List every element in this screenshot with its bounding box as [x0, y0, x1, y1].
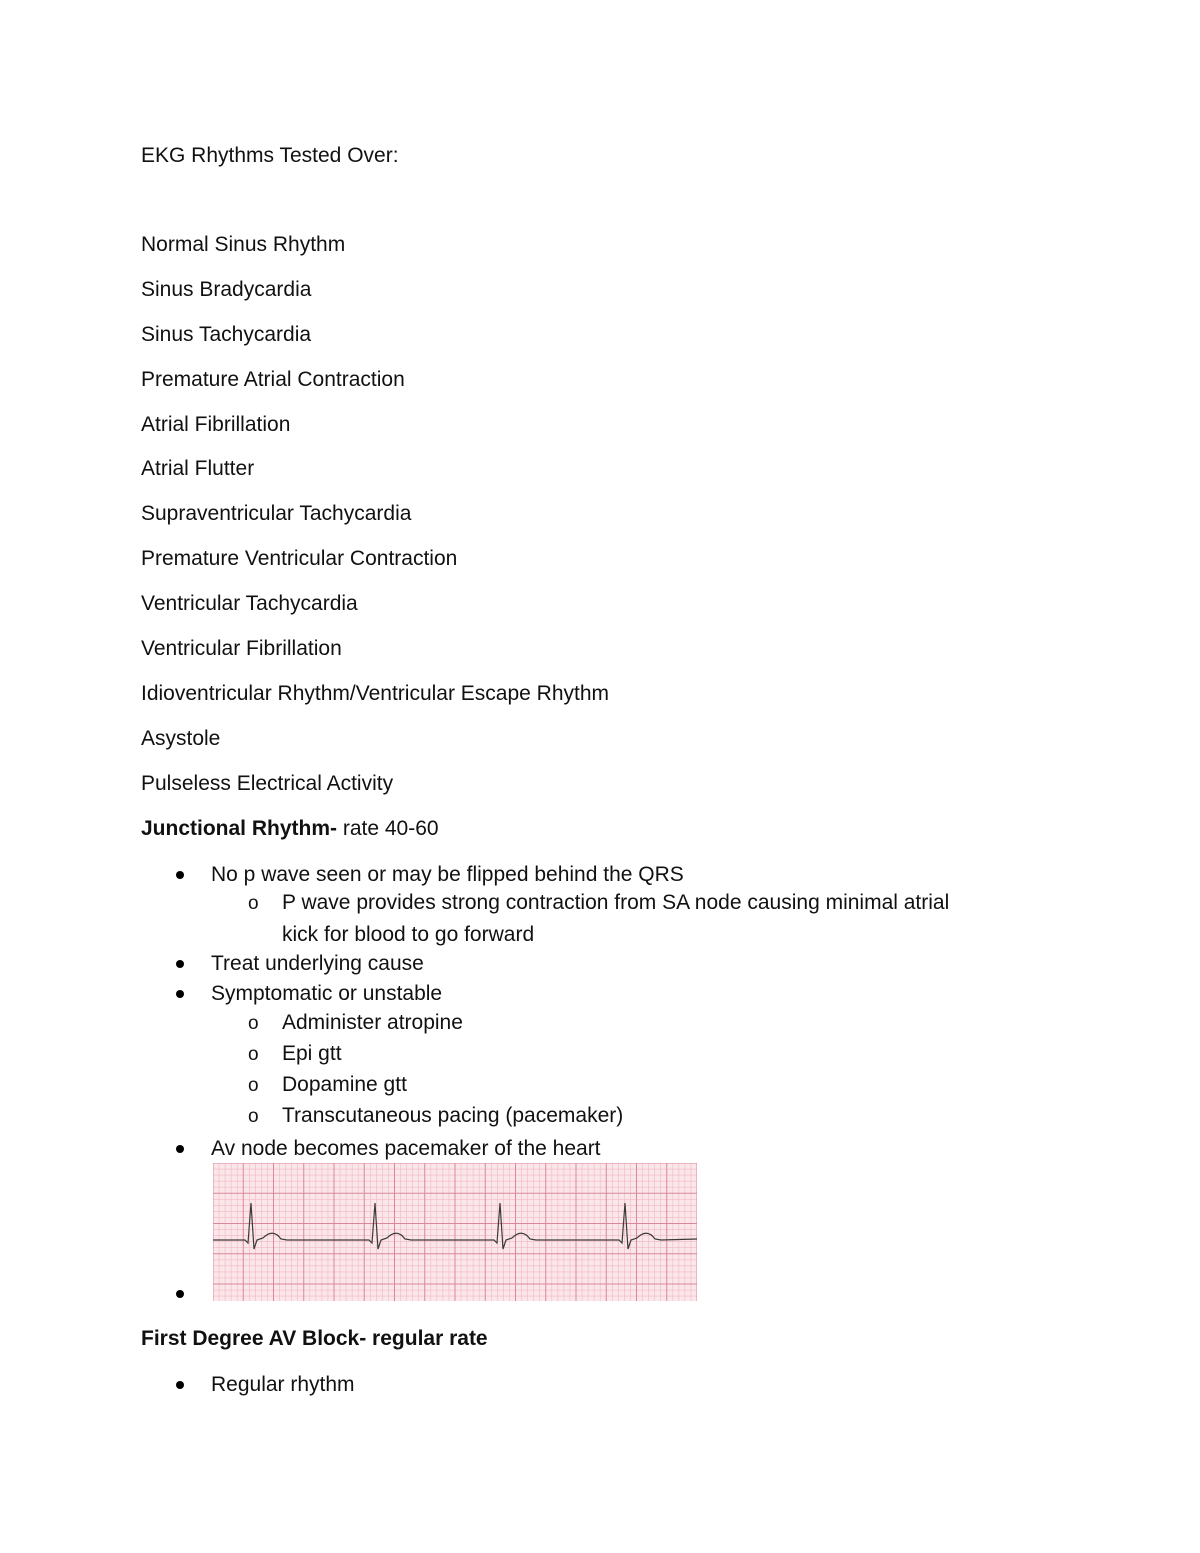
- rhythm-item: Sinus Bradycardia: [141, 278, 312, 301]
- junctional-sub-bullet-3b: Epi gtt: [282, 1042, 342, 1065]
- sub-bullet-icon: o: [248, 1013, 259, 1034]
- sub-bullet-icon: o: [248, 1106, 259, 1127]
- bullet-dot-icon: [176, 1290, 184, 1298]
- rhythm-item: Ventricular Tachycardia: [141, 592, 358, 615]
- rhythm-item: Asystole: [141, 727, 221, 750]
- bullet-dot-icon: [176, 1381, 184, 1389]
- rhythm-item: Atrial Flutter: [141, 457, 255, 480]
- bullet-dot-icon: [176, 871, 184, 879]
- bullet-dot-icon: [176, 990, 184, 998]
- rhythm-item: Supraventricular Tachycardia: [141, 502, 412, 525]
- document-heading: EKG Rhythms Tested Over:: [141, 144, 399, 167]
- junctional-sub-bullet-1a: P wave provides strong contraction from SA node causing minimal atrial: [282, 891, 950, 914]
- rhythm-item: Atrial Fibrillation: [141, 413, 291, 436]
- rhythm-item: Sinus Tachycardia: [141, 323, 312, 346]
- junctional-bullet-2: Treat underlying cause: [211, 952, 424, 975]
- rhythm-item: Normal Sinus Rhythm: [141, 233, 346, 256]
- bullet-dot-icon: [176, 1145, 184, 1153]
- ekg-strip-image: [213, 1163, 697, 1301]
- junctional-bullet-3: Symptomatic or unstable: [211, 982, 443, 1005]
- rhythm-item: Pulseless Electrical Activity: [141, 772, 394, 795]
- junctional-sub-bullet-3a: Administer atropine: [282, 1011, 463, 1034]
- rhythm-item: Ventricular Fibrillation: [141, 637, 342, 660]
- first-degree-bullet-1: Regular rhythm: [211, 1373, 355, 1396]
- junctional-sub-bullet-1a-cont: kick for blood to go forward: [282, 923, 535, 946]
- rhythm-item: Idioventricular Rhythm/Ventricular Escape Rhythm: [141, 682, 610, 705]
- rhythm-item: Premature Atrial Contraction: [141, 368, 405, 391]
- junctional-bullet-1: No p wave seen or may be flipped behind the QRS: [211, 863, 684, 886]
- junctional-rate: rate 40-60: [337, 817, 439, 840]
- junctional-sub-bullet-3d: Transcutaneous pacing (pacemaker): [282, 1104, 624, 1127]
- sub-bullet-icon: o: [248, 1075, 259, 1096]
- junctional-sub-bullet-3c: Dopamine gtt: [282, 1073, 407, 1096]
- junctional-heading: [141, 817, 439, 841]
- junctional-title: Junctional Rhythm-: [141, 817, 338, 840]
- rhythm-item: Premature Ventricular Contraction: [141, 547, 458, 570]
- sub-bullet-icon: o: [248, 1044, 259, 1065]
- sub-bullet-icon: o: [248, 893, 259, 914]
- first-degree-heading: First Degree AV Block- regular rate: [141, 1327, 488, 1350]
- junctional-bullet-4: Av node becomes pacemaker of the heart: [211, 1137, 601, 1160]
- bullet-dot-icon: [176, 960, 184, 968]
